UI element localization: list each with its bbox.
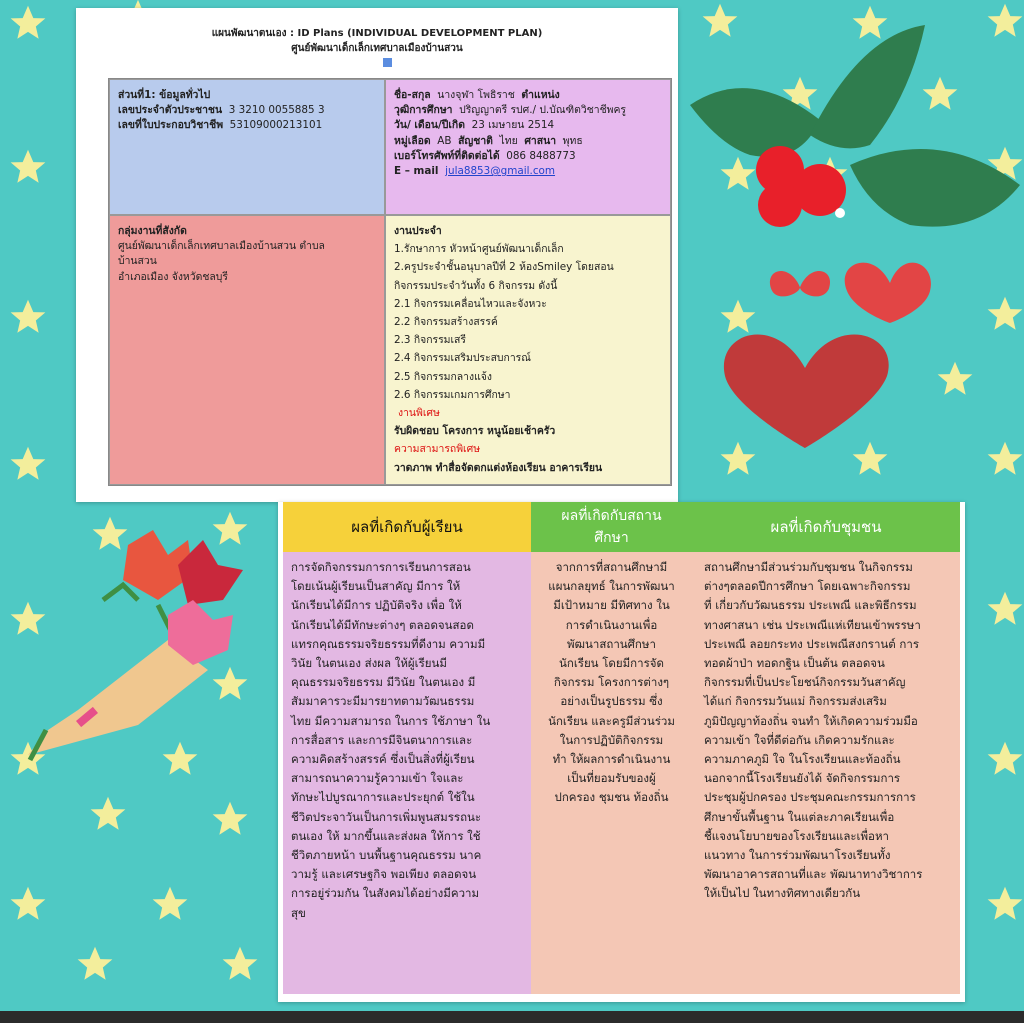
school-outcome-text bbox=[531, 552, 692, 994]
text-line: ชี้แจงนโยบายของโรงเรียนและเพื่อหา bbox=[704, 828, 889, 843]
text-line: สามารถนาความรู้ความเข้า ใจและ bbox=[291, 771, 464, 786]
duty-item: 2.4 กิจกรรมเสริมประสบการณ์ bbox=[394, 352, 531, 365]
affiliation-cell bbox=[109, 215, 385, 485]
talent-heading: ความสามารถพิเศษ bbox=[394, 443, 481, 456]
blood-row: หมู่เลือด AB สัญชาติ ไทย ศาสนา พุทธ bbox=[394, 134, 583, 147]
duty-item: กิจกรรมประจำวันทั้ง 6 กิจกรรม ดังนี้ bbox=[394, 279, 558, 292]
holly-leaf-top bbox=[810, 25, 925, 148]
email-row: E – mail jula8853@gmail.com bbox=[394, 165, 556, 178]
special-duty-value: รับผิดชอบ โครงการ หนูน้อยเช้าครัว bbox=[394, 425, 556, 438]
community-outcome-text bbox=[692, 552, 960, 994]
duty-item: 2.2 กิจกรรมสร้างสรรค์ bbox=[394, 316, 498, 329]
star-icon bbox=[11, 447, 46, 480]
holly-leaf-left bbox=[690, 88, 820, 157]
duty-item: 2.1 กิจกรรมเคลื่อนไหวและจังหวะ bbox=[394, 297, 547, 310]
learner-outcome-text bbox=[283, 552, 531, 994]
star-icon bbox=[223, 947, 258, 980]
text-line: เป็นที่ยอมรับของผู้ bbox=[567, 771, 656, 786]
text-line: ตนเอง ให้ มากขึ้นและส่งผล ให้การ ใช้ bbox=[291, 828, 481, 843]
text-line: พัฒนาสถานศึกษา bbox=[567, 636, 656, 651]
text-line: แผนกลยุทธ์ ในการพัฒนา bbox=[548, 579, 675, 594]
text-line: จากการที่สถานศึกษามี bbox=[555, 560, 668, 574]
text-line: ความเข้า ใจที่ดีต่อกัน เกิดความรักและ bbox=[704, 732, 895, 747]
holly-decoration bbox=[680, 25, 1024, 255]
text-line: โดยเน้นผู้เรียนเป็นสาคัญ มีการ ให้ bbox=[291, 579, 461, 594]
duty-item: 2.3 กิจกรรมเสรี bbox=[394, 334, 466, 347]
star-icon bbox=[11, 150, 46, 183]
text-line: ชีวิตประจาวันเป็นการเพิ่มพูนสมรรถนะ bbox=[291, 809, 482, 824]
text-line: นักเรียน และครูมีส่วนร่วม bbox=[548, 713, 675, 728]
bouquet-wrap bbox=[28, 640, 208, 755]
holly-leaf-right bbox=[850, 149, 1020, 227]
text-line: แนวทาง ในการร่วมพัฒนาโรงเรียนทั้ง bbox=[704, 848, 891, 863]
star-icon bbox=[153, 887, 188, 920]
star-icon bbox=[213, 802, 248, 835]
learner-outcome-header: ผลที่เกิดกับผู้เรียน bbox=[283, 502, 531, 552]
text-line: ความคิดสร้างสรรค์ ซึ่งเป็นสิ่งที่ผู้เรียน bbox=[291, 752, 475, 767]
text-line: ได้แก่ กิจกรรมวันแม่ กิจกรรมส่งเสริม bbox=[704, 694, 887, 709]
text-line: ประชุมผู้ปกครอง ประชุมคณะกรรมการการ bbox=[704, 790, 916, 805]
text-line: นอกจากนี้โรงเรียนยังได้ จัดกิจกรรมการ bbox=[704, 771, 901, 786]
star-icon bbox=[11, 300, 46, 333]
text-line: นักเรียนได้มีการ ปฏิบัติจริง เพื่อ ให้ bbox=[291, 598, 462, 613]
idp-document bbox=[76, 8, 678, 502]
idp-title: แผนพัฒนาตนเอง : ID Plans (INDIVIDUAL DEVELOPMENT PLAN) bbox=[211, 28, 543, 39]
text-line: พัฒนาอาคารสถานที่และ พัฒนาทางวิชาการ bbox=[704, 867, 923, 882]
berry bbox=[794, 164, 846, 216]
document-marker-icon bbox=[383, 58, 392, 67]
text-line: นักเรียน โดยมีการจัด bbox=[559, 656, 664, 671]
star-icon bbox=[988, 742, 1023, 775]
berry-highlight bbox=[835, 208, 845, 218]
text-line: มีเป้าหมาย มีทิศทาง ใน bbox=[553, 598, 670, 613]
dob-row: วัน/ เดือน/ปีเกิด 23 เมษายน 2514 bbox=[394, 119, 555, 132]
talent-value: วาดภาพ ทำสื่อจัดตกแต่งห้องเรียน อาคารเรียน bbox=[394, 461, 603, 474]
idp-subtitle: ศูนย์พัฒนาเด็กเล็กเทศบาลเมืองบ้านสวน bbox=[291, 43, 463, 54]
star-icon bbox=[988, 592, 1023, 625]
star-icon bbox=[11, 887, 46, 920]
phone-row: เบอร์โทรศัพท์ที่ติดต่อได้ 086 8488773 bbox=[394, 149, 576, 162]
star-icon bbox=[78, 947, 113, 980]
text-line: ทักษะไปบูรณาการและประยุกต์ ใช้ใน bbox=[291, 790, 475, 805]
text-line: สุข bbox=[291, 905, 306, 920]
star-icon bbox=[91, 797, 126, 830]
duties-heading: งานประจำ bbox=[394, 225, 442, 237]
star-icon bbox=[988, 887, 1023, 920]
star-icon bbox=[988, 297, 1023, 330]
text-line: การดำเนินงานเพื่อ bbox=[565, 617, 658, 632]
text-line: อย่างเป็นรูปธรรม ซึ่ง bbox=[560, 694, 663, 709]
text-line: สถานศึกษามีส่วนร่วมกับชุมชน ในกิจกรรม bbox=[704, 560, 913, 574]
idp-info-grid bbox=[108, 78, 672, 486]
text-line: คุณธรรมจริยธรรม มีวินัย ในตนเอง มี bbox=[291, 675, 476, 690]
text-line: ชีวิตภายหน้า บนพื้นฐานคุณธรรม นาค bbox=[291, 848, 482, 863]
id-number-row: เลขประจำตัวประชาชน 3 3210 0055885 3 bbox=[118, 104, 325, 117]
star-icon bbox=[988, 442, 1023, 475]
license-row: เลขที่ใบประกอบวิชาชีพ 53109000213101 bbox=[118, 119, 323, 132]
general-info-cell bbox=[109, 79, 385, 215]
text-line: การจัดกิจกรรมการการเรียนการสอน bbox=[291, 560, 471, 574]
duty-item: 2.6 กิจกรรมเกมการศึกษา bbox=[394, 388, 511, 401]
text-line: ในการปฏิบัติกิจกรรม bbox=[559, 732, 664, 747]
text-line: ศึกษาขั้นพื้นฐาน ในแต่ละภาคเรียนเพื่อ bbox=[704, 809, 895, 824]
email-link[interactable]: jula8853@gmail.com bbox=[445, 165, 556, 178]
text-line: ภูมิปัญญาท้องถิ่น จนทำ ให้เกิดความร่วมมือ bbox=[704, 713, 918, 728]
personal-info-cell bbox=[385, 79, 671, 215]
text-line: ทำ ให้ผลการดำเนินงาน bbox=[552, 752, 671, 767]
berry bbox=[758, 183, 802, 227]
text-line: กิจกรรมที่เป็นประโยชน์กิจกรรมวันสาคัญ bbox=[704, 675, 906, 690]
text-line: ต่างๆตลอดปีการศึกษา โดยเฉพาะกิจกรรม bbox=[704, 579, 911, 594]
school-outcome-header: ผลที่เกิดกับสถาน ศึกษา bbox=[531, 502, 692, 552]
text-line: ประเพณี ลอยกระทง ประเพณีสงกรานต์ การ bbox=[704, 636, 919, 651]
text-line: ไทย มีความสามารถ ในการ ใช้ภาษา ใน bbox=[291, 713, 491, 728]
affiliation-heading: กลุ่มงานที่สังกัด bbox=[118, 225, 187, 237]
text-line: ทอดผ้าป่า ทอดกฐิน เป็นต้น ตลอดจน bbox=[704, 656, 885, 671]
text-line: ให้เป็นไป ในทางทิศทางเดียวกัน bbox=[704, 886, 861, 901]
outcomes-table bbox=[278, 502, 965, 1002]
text-line: วามรู้ และเศรษฐกิจ พอเพียง ตลอดจน bbox=[291, 867, 477, 882]
hearts-decoration bbox=[715, 258, 975, 453]
text-line: ที่ เกี่ยวกับวัฒนธรรม ประเพณี และพิธีกรรม bbox=[704, 598, 917, 613]
affiliation-line: ศูนย์พัฒนาเด็กเล็กเทศบาลเมืองบ้านสวน ตำบล bbox=[118, 240, 325, 253]
name-row: ชื่อ-สกุล นางจุฬา โพธิราช ตำแหน่ง bbox=[394, 89, 560, 101]
text-line: ทางศาสนา เช่น ประเพณีแห่เทียนเข้าพรรษา bbox=[704, 617, 921, 632]
school-outcome-column bbox=[531, 502, 692, 1002]
duty-item: 2.5 กิจกรรมกลางแจ้ง bbox=[394, 370, 492, 383]
heart-large bbox=[724, 335, 889, 448]
text-line: ปกครอง ชุมชน ท้องถิ่น bbox=[554, 790, 669, 805]
flower-bouquet-decoration bbox=[18, 525, 258, 775]
heart-medium bbox=[845, 263, 931, 323]
leaf bbox=[103, 585, 138, 600]
duty-item: 2.ครูประจำชั้นอนุบาลปีที่ 2 ห้องSmiley โดยสอน bbox=[394, 261, 614, 274]
text-line: นักเรียนได้มีทักษะต่างๆ ตลอดจนสอด bbox=[291, 617, 474, 632]
duty-item: 1.รักษาการ หัวหน้าศูนย์พัฒนาเด็กเล็ก bbox=[394, 243, 564, 256]
text-line: กิจกรรม โครงการต่างๆ bbox=[553, 675, 670, 690]
text-line: ความภาคภูมิ ใจ ในโรงเรียนและท้องถิ่น bbox=[704, 752, 901, 767]
learner-outcome-column bbox=[283, 502, 531, 1002]
text-line: สัมมาคารวะมีมารยาทตามวัฒนธรรม bbox=[291, 694, 475, 709]
bottom-bar bbox=[0, 1011, 1024, 1023]
community-outcome-header: ผลที่เกิดกับชุมชน bbox=[692, 502, 960, 552]
duties-cell bbox=[385, 215, 671, 485]
heart-small bbox=[770, 271, 830, 296]
star-icon bbox=[11, 6, 46, 39]
special-duty-heading: งานพิเศษ bbox=[398, 407, 440, 420]
education-row: วุฒิการศึกษา ปริญญาตรี รปศ./ ป.บัณฑิตวิชาชีพครู bbox=[394, 104, 626, 117]
affiliation-line: อำเภอเมือง จังหวัดชลบุรี bbox=[118, 270, 228, 283]
community-outcome-column bbox=[692, 502, 960, 1002]
text-line: การอยู่ร่วมกัน ในสังคมได้อย่างมีความ bbox=[291, 886, 480, 901]
general-info-heading: ส่วนที่1: ข้อมูลทั่วไป bbox=[118, 89, 211, 101]
text-line: การสื่อสาร และการมีจินตนาการและ bbox=[291, 732, 473, 747]
affiliation-line: บ้านสวน bbox=[118, 255, 157, 268]
text-line: แทรกคุณธรรมจริยธรรมที่ดีงาม ความมี bbox=[291, 636, 486, 651]
text-line: วินัย ในตนเอง ส่งผล ให้ผู้เรียนมี bbox=[291, 656, 447, 671]
